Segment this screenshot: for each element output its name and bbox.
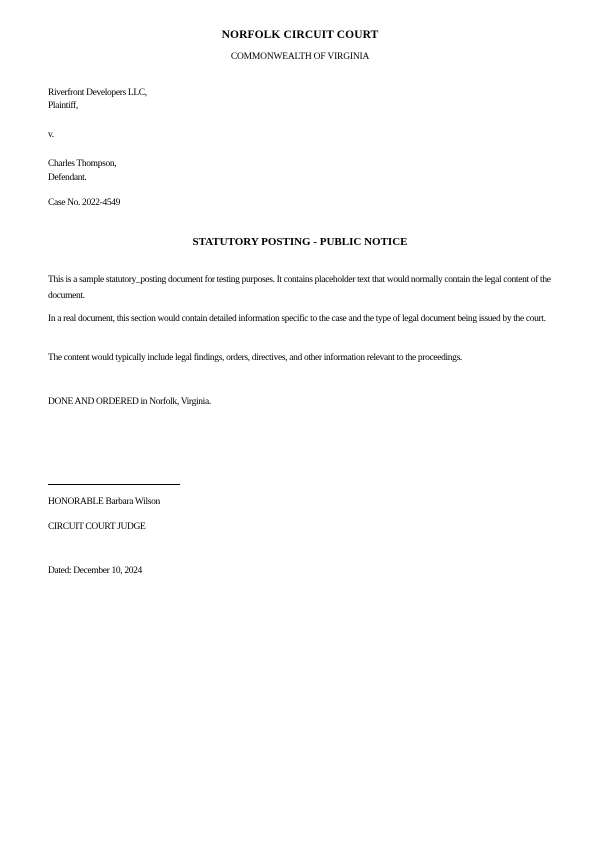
defendant-role: Defendant.	[48, 173, 87, 183]
body-paragraph-2: In a real document, this section would contain detailed information specific to the case and the type of legal document being issued by the court.	[48, 314, 546, 324]
judge-name: HONORABLE Barbara Wilson	[48, 497, 160, 507]
defendant-name: Charles Thompson,	[48, 159, 117, 169]
versus: v.	[48, 130, 54, 140]
jurisdiction: COMMONWEALTH OF VIRGINIA	[230, 52, 370, 62]
body-paragraph-3: The content would typically include legal findings, orders, directives, and other information relevant to the proceedings.	[48, 353, 462, 363]
notice-title: STATUTORY POSTING - PUBLIC NOTICE	[192, 236, 408, 248]
plaintiff-role: Plaintiff,	[48, 101, 78, 111]
court-name: NORFOLK CIRCUIT COURT	[221, 29, 379, 41]
dated: Dated: December 10, 2024	[48, 566, 142, 576]
body-paragraph-1: This is a sample statutory_posting document for testing purposes. It contains placeholder text that would normally contain the legal content of the document.	[48, 275, 551, 301]
signature-line	[48, 484, 180, 485]
plaintiff-name: Riverfront Developers LLC,	[48, 88, 147, 98]
judge-title: CIRCUIT COURT JUDGE	[48, 522, 146, 532]
case-number: Case No. 2022-4549	[48, 198, 121, 208]
done-and-ordered: DONE AND ORDERED in Norfolk, Virginia.	[48, 397, 211, 407]
